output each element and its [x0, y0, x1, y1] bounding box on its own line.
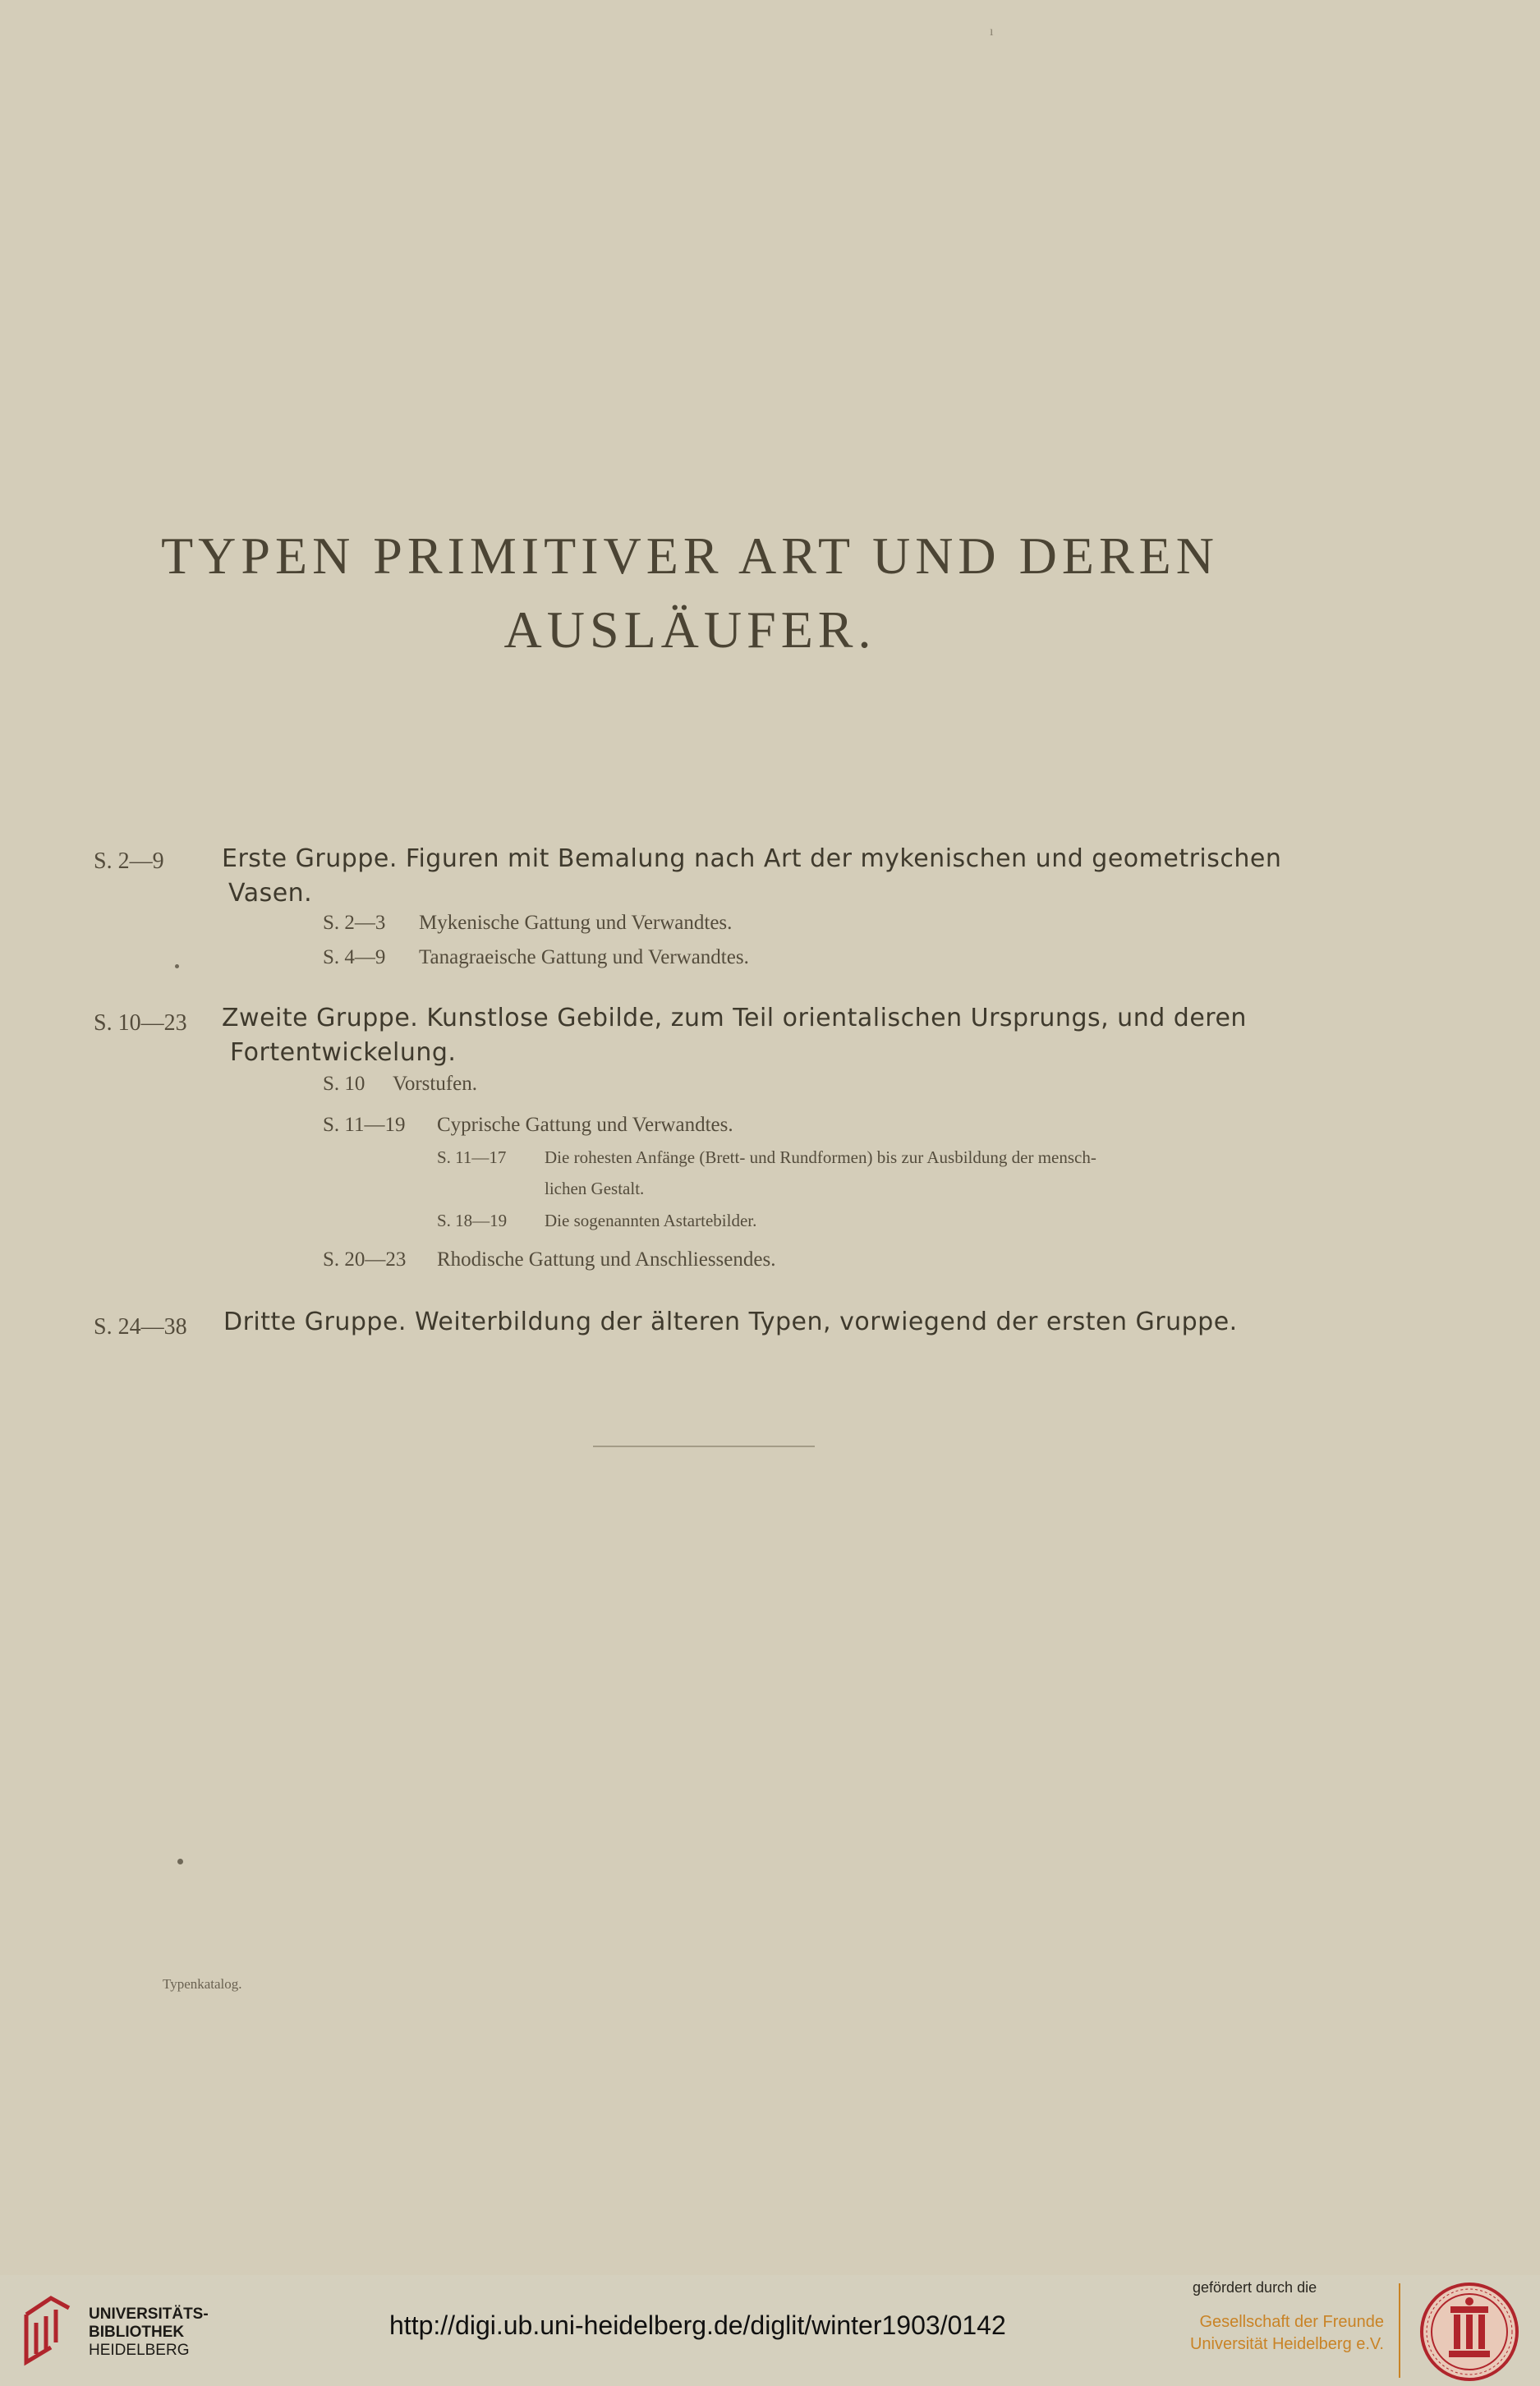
group-2-sub-2-text: Cyprische Gattung und Verwandtes.: [437, 1114, 733, 1136]
group-1-sub-1-range: S. 2—3: [323, 912, 386, 934]
group-2-subsub-1-text-cont: lichen Gestalt.: [545, 1179, 645, 1198]
specks: [177, 1859, 183, 1864]
group-2-sub-3-text: Rhodische Gattung und Anschliessendes.: [437, 1248, 776, 1271]
group-2-subsub-1-text: Die rohesten Anfänge (Brett- und Rundformen) bis zur Ausbildung der mensch-: [545, 1147, 1096, 1167]
group-2-sub-1-text: Vorstufen.: [393, 1073, 478, 1095]
page-tick-mark: ı: [990, 25, 994, 39]
group-1-range: S. 2—9: [94, 848, 164, 874]
group-2-sub-1-range: S. 10: [323, 1073, 365, 1095]
group-3-heading: Dritte Gruppe. Weiterbildung der älteren Typen, vorwiegend der ersten Gruppe.: [223, 1308, 1238, 1336]
section-divider: [593, 1446, 815, 1447]
group-2-subsub-2-range: S. 18—19: [437, 1211, 508, 1230]
group-2-sub-2-range: S. 11—19: [323, 1114, 406, 1136]
page-title-line1: TYPEN PRIMITIVER ART UND DEREN: [161, 526, 1219, 585]
group-1-heading: Erste Gruppe. Figuren mit Bemalung nach Art der mykenischen und geometrischen: [222, 844, 1282, 873]
sponsor-label: gefördert durch die: [1193, 2279, 1317, 2296]
sponsor-name-line2: Universität Heidelberg e.V.: [1189, 2335, 1384, 2353]
specks: [175, 964, 179, 968]
group-2-subsub-2-text: Die sogenannten Astartebilder.: [545, 1211, 757, 1230]
sponsor-name-line1: Gesellschaft der Freunde: [1199, 2313, 1384, 2331]
group-2-heading: Zweite Gruppe. Kunstlose Gebilde, zum Teil orientalischen Ursprungs, und deren: [222, 1004, 1247, 1032]
group-2-subsub-1-range: S. 11—17: [437, 1147, 507, 1167]
university-seal-icon: [1419, 2282, 1519, 2382]
group-2-range: S. 10—23: [94, 1010, 187, 1036]
group-2-sub-3-range: S. 20—23: [323, 1248, 407, 1271]
group-1-heading-cont: Vasen.: [228, 879, 313, 908]
group-1-sub-2-text: Tanagraeische Gattung und Verwandtes.: [419, 946, 749, 968]
university-library-logo-icon: [18, 2290, 77, 2369]
signature-footnote: Typenkatalog.: [163, 1976, 242, 1992]
group-1-sub-1-text: Mykenische Gattung und Verwandtes.: [419, 912, 733, 934]
library-name: [89, 2306, 209, 2360]
footer-divider: [1399, 2283, 1400, 2378]
page-title-line2: AUSLÄUFER.: [503, 600, 876, 659]
group-1-sub-2-range: S. 4—9: [323, 946, 386, 968]
sponsor-name: [1175, 2311, 1384, 2356]
permalink-url[interactable]: http://digi.ub.uni-heidelberg.de/diglit/winter1903/0142: [389, 2310, 1006, 2340]
group-3-range: S. 24—38: [94, 1314, 187, 1340]
group-2-heading-cont: Fortentwickelung.: [230, 1038, 457, 1067]
library-name-line1: UNIVERSITÄTS-: [89, 2306, 209, 2323]
library-name-line3: HEIDELBERG: [89, 2342, 190, 2359]
library-name-line2: BIBLIOTHEK: [89, 2324, 185, 2341]
